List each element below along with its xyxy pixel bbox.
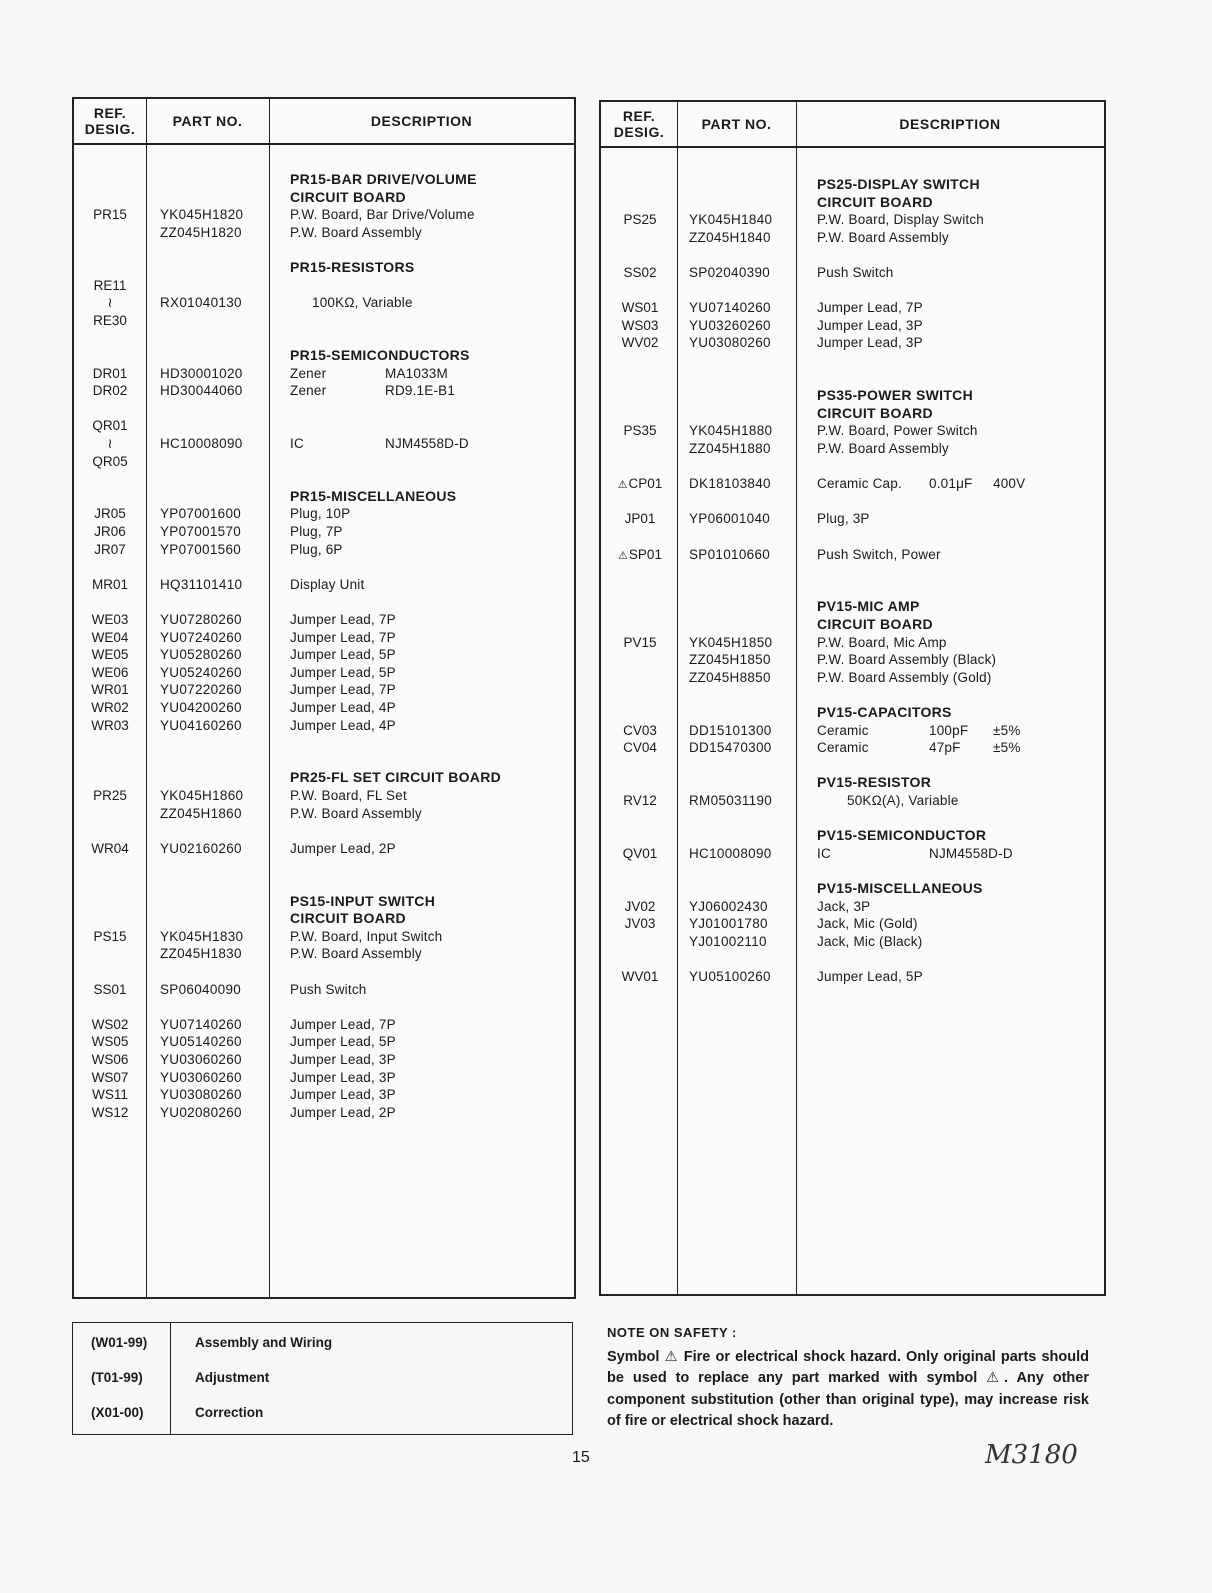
part-number: YK045H1860 [160, 788, 244, 803]
part-number: HQ31101410 [160, 576, 243, 592]
part-number: YK045H1850 [689, 634, 773, 650]
header-ref-line2: DESIG. [84, 121, 136, 137]
ref-desig: WS11 [92, 1087, 128, 1103]
part-description: Plug, 3P [817, 511, 870, 527]
part-description: P.W. Board, Mic Amp [817, 634, 947, 650]
header-description: DESCRIPTION [370, 113, 473, 129]
ref-desig: DR02 [92, 383, 128, 399]
ref-desig: MR01 [91, 576, 128, 592]
part-number: SP02040390 [689, 265, 771, 280]
safety-note-title: NOTE ON SAFETY : [607, 1325, 737, 1340]
ref-desig: RE11 [93, 277, 127, 293]
part-number: YU03080260 [160, 1087, 242, 1103]
revision-legend [72, 1322, 573, 1435]
part-number: SP01010660 [689, 546, 771, 562]
part-number: YU07240260 [160, 629, 242, 645]
part-number: YU02080260 [160, 1104, 242, 1120]
part-description: 50KΩ(A), Variable [847, 793, 959, 808]
ref-desig: SS02 [623, 265, 657, 280]
legend-label: Correction [195, 1405, 264, 1420]
part-number: YU05280260 [160, 647, 242, 663]
part-number: DK18103840 [689, 476, 771, 492]
ref-desig: WR04 [91, 840, 129, 856]
ref-desig: JR06 [94, 524, 126, 539]
part-number: YU07280260 [160, 612, 242, 627]
part-description: Jumper Lead, 4P [290, 717, 396, 733]
section-heading: PS25-DISPLAY SWITCH [817, 176, 980, 192]
part-rating: ±5% [993, 722, 1021, 738]
part-description: Jumper Lead, 7P [290, 1016, 396, 1032]
section-heading: PR15-SEMICONDUCTORS [290, 347, 470, 363]
part-description: Push Switch, Power [817, 546, 941, 562]
part-description: Plug, 7P [290, 524, 343, 539]
part-number: YU07140260 [689, 300, 771, 316]
part-description: P.W. Board Assembly [290, 805, 422, 821]
part-description: Plug, 10P [290, 506, 351, 522]
part-description: Jumper Lead, 3P [817, 335, 923, 351]
ref-desig: ⚠CP01 [617, 476, 663, 492]
header-description: DESCRIPTION [899, 116, 1001, 132]
part-description: P.W. Board Assembly (Black) [817, 652, 997, 668]
section-heading: CIRCUIT BOARD [290, 910, 406, 927]
ref-desig: WE04 [91, 629, 129, 645]
section-heading: PV15-CAPACITORS [817, 704, 952, 720]
section-heading: PR15-BAR DRIVE/VOLUME [290, 171, 477, 187]
header-divider [601, 146, 1104, 148]
part-description: P.W. Board, Power Switch [817, 423, 978, 439]
right-parts-table [599, 100, 1106, 1296]
header-ref-line1: REF. [93, 105, 127, 121]
part-number: YU05100260 [689, 969, 771, 984]
part-spec: 47pF [929, 740, 961, 756]
part-description: Display Unit [290, 576, 365, 592]
left-parts-table [72, 97, 576, 1299]
part-description: Jumper Lead, 7P [290, 629, 396, 645]
part-number: HD30044060 [160, 383, 243, 399]
part-number: YP07001560 [160, 541, 242, 557]
legend-code: (X01-00) [91, 1405, 144, 1420]
section-heading: PS15-INPUT SWITCH [290, 892, 436, 909]
ref-desig: JR05 [94, 506, 126, 522]
ref-desig: SS01 [93, 981, 127, 997]
section-heading: CIRCUIT BOARD [817, 193, 933, 210]
part-description: Jumper Lead, 2P [290, 1104, 396, 1120]
part-number: YP07001570 [160, 524, 242, 539]
part-number: YU05140260 [160, 1034, 242, 1050]
header-part-no: PART NO. [701, 116, 772, 132]
part-rating: 400V [993, 476, 1026, 492]
part-description: Ceramic [817, 722, 869, 738]
part-number: YU05240260 [160, 664, 242, 680]
part-number: YJ01001780 [689, 916, 768, 932]
ref-desig: WS02 [91, 1016, 129, 1032]
part-number: DD15470300 [689, 740, 772, 756]
part-number: YU03060260 [160, 1069, 242, 1085]
part-number: SP06040090 [160, 981, 242, 997]
part-description: Push Switch [817, 265, 894, 280]
part-description: Jumper Lead, 3P [290, 1087, 396, 1103]
part-spec: 0.01μF [929, 476, 973, 492]
part-number: YU04160260 [160, 717, 242, 733]
part-number: ZZ045H1860 [160, 805, 242, 821]
part-number: YP06001040 [689, 511, 771, 527]
ref-desig: WE06 [91, 664, 129, 680]
part-description: Jumper Lead, 7P [290, 612, 396, 627]
part-description: IC [290, 436, 304, 451]
ref-desig: DR01 [92, 365, 128, 381]
part-number: YU07140260 [160, 1016, 242, 1032]
ref-desig: WS06 [91, 1052, 129, 1067]
part-description: P.W. Board Assembly (Gold) [817, 669, 992, 685]
part-number: YJ06002430 [689, 898, 768, 914]
part-number: HD30001020 [160, 365, 243, 381]
column-divider [796, 102, 797, 1294]
column-divider [269, 99, 270, 1297]
part-description: Jumper Lead, 4P [290, 700, 396, 715]
header-part-no: PART NO. [172, 113, 243, 129]
column-divider [146, 99, 147, 1297]
ref-desig: ⚠SP01 [618, 546, 662, 562]
ref-desig: WR03 [91, 717, 129, 733]
part-description: P.W. Board, Display Switch [817, 212, 985, 228]
ref-desig: JP01 [624, 511, 656, 527]
ref-desig: WS01 [621, 300, 659, 316]
ref-desig: WV01 [621, 969, 659, 984]
part-description: Jumper Lead, 5P [290, 647, 396, 663]
warning-triangle-icon: ⚠ [617, 479, 628, 492]
legend-code: (W01-99) [91, 1335, 148, 1350]
ref-desig: WR01 [91, 682, 129, 698]
legend-code: (T01-99) [91, 1370, 143, 1385]
part-number: YU04200260 [160, 700, 242, 715]
part-number: YK045H1820 [160, 207, 244, 223]
safety-note [607, 1322, 1089, 1433]
part-number: YU03260260 [689, 317, 771, 333]
part-number: YK045H1840 [689, 212, 773, 228]
warning-triangle-icon: ⚠ [618, 549, 628, 562]
ref-desig: QR05 [92, 453, 128, 469]
part-number: YU03080260 [689, 335, 771, 351]
header-ref-desig [601, 102, 677, 146]
part-number: RM05031190 [689, 793, 773, 808]
ref-desig: JV02 [624, 898, 656, 914]
ref-desig: JR07 [94, 541, 126, 557]
ref-desig: QR01 [92, 418, 128, 434]
part-description: P.W. Board, FL Set [290, 788, 407, 803]
legend-label: Adjustment [195, 1370, 270, 1385]
part-number: ZZ045H1820 [160, 224, 242, 240]
part-number: YU07220260 [160, 682, 242, 698]
part-number: RX01040130 [160, 295, 242, 311]
section-heading: PV15-MISCELLANEOUS [817, 880, 983, 896]
part-description: Jack, Mic (Gold) [817, 916, 918, 932]
section-heading: PV15-SEMICONDUCTOR [817, 827, 987, 844]
section-heading: PS35-POWER SWITCH [817, 387, 974, 404]
ref-desig: WS07 [91, 1069, 129, 1085]
part-description: Zener [290, 365, 327, 381]
part-number: YU02160260 [160, 840, 242, 856]
part-spec: 100pF [929, 722, 969, 738]
part-description: Zener [290, 383, 327, 399]
safety-note-body: Symbol ⚠ Fire or electrical shock hazard. Only original parts should be used to replace any part marked with symbol ⚠. Any other component substitution (other than original type), may increase risk of fire or electrical shock hazard. [607, 1348, 1089, 1429]
part-number: YU03060260 [160, 1052, 242, 1067]
part-description: Jumper Lead, 2P [290, 840, 396, 856]
section-heading: PR15-RESISTORS [290, 259, 415, 275]
part-spec: NJM4558D-D [385, 436, 469, 451]
ref-desig: QV01 [622, 845, 658, 861]
legend-label: Assembly and Wiring [195, 1335, 333, 1350]
header-ref-line2: DESIG. [613, 124, 665, 140]
section-heading: PR15-MISCELLANEOUS [290, 487, 457, 504]
part-description: Push Switch [290, 981, 367, 997]
part-description: P.W. Board Assembly [817, 229, 949, 245]
part-number: ZZ045H1830 [160, 946, 242, 962]
ref-desig: WR02 [91, 700, 129, 715]
part-number: ZZ045H1840 [689, 229, 771, 245]
part-description: Jack, 3P [817, 898, 871, 914]
part-description: Jumper Lead, 3P [290, 1069, 396, 1085]
ref-desig: PS15 [93, 928, 127, 944]
part-number: ZZ045H8850 [689, 669, 771, 685]
ref-desig: WS05 [91, 1034, 129, 1050]
section-heading: PV15-RESISTOR [817, 774, 932, 791]
part-description: 100KΩ, Variable [312, 295, 413, 311]
ref-desig: PV15 [623, 634, 657, 650]
part-number: ZZ045H1850 [689, 652, 771, 668]
part-description: P.W. Board Assembly [290, 946, 422, 962]
part-spec: RD9.1E-B1 [385, 383, 456, 399]
section-heading: CIRCUIT BOARD [817, 616, 933, 632]
part-description: Plug, 6P [290, 541, 343, 557]
part-number: HC10008090 [160, 436, 243, 451]
handwritten-note: M3180 [985, 1440, 1078, 1470]
ref-desig: WV02 [621, 335, 659, 351]
part-description: P.W. Board, Bar Drive/Volume [290, 207, 475, 223]
part-description: P.W. Board Assembly [817, 441, 949, 456]
part-description: Ceramic Cap. [817, 476, 902, 492]
part-number: YK045H1830 [160, 928, 244, 944]
part-description: Ceramic [817, 740, 869, 756]
part-number: YK045H1880 [689, 423, 773, 439]
part-spec: NJM4558D-D [929, 845, 1013, 861]
ref-desig: WE03 [91, 612, 129, 627]
part-description: Jumper Lead, 7P [817, 300, 923, 316]
ref-desig: PR25 [93, 788, 127, 803]
header-ref-line1: REF. [622, 108, 656, 124]
section-heading: PR25-FL SET CIRCUIT BOARD [290, 769, 502, 786]
legend-divider [170, 1323, 171, 1434]
part-number: YP07001600 [160, 506, 242, 522]
part-number: DD15101300 [689, 722, 772, 738]
part-description: Jumper Lead, 5P [290, 664, 396, 680]
ref-desig: ≀ [107, 436, 113, 451]
ref-desig: ≀ [107, 295, 113, 311]
ref-desig: CV04 [623, 740, 657, 756]
part-number: ZZ045H1880 [689, 441, 771, 456]
ref-desig: PS25 [623, 212, 657, 228]
part-description: Jack, Mic (Black) [817, 933, 923, 949]
part-spec: MA1033M [385, 365, 448, 381]
ref-desig: CV03 [623, 722, 657, 738]
ref-desig: WS03 [621, 317, 659, 333]
ref-desig: RE30 [93, 312, 127, 328]
ref-desig: PR15 [93, 207, 127, 223]
part-description: P.W. Board, Input Switch [290, 928, 443, 944]
section-heading: CIRCUIT BOARD [817, 404, 933, 421]
ref-desig: RV12 [623, 793, 657, 808]
ref-desig: JV03 [624, 916, 656, 932]
part-number: YJ01002110 [689, 933, 767, 949]
part-description: Jumper Lead, 3P [817, 317, 923, 333]
part-description: Jumper Lead, 5P [817, 969, 923, 984]
header-divider [74, 143, 574, 145]
ref-desig: WE05 [91, 647, 129, 663]
part-description: P.W. Board Assembly [290, 224, 422, 240]
header-ref-desig [74, 99, 146, 143]
part-description: IC [817, 845, 831, 861]
part-rating: ±5% [993, 740, 1021, 756]
part-description: Jumper Lead, 7P [290, 682, 396, 698]
part-description: Jumper Lead, 5P [290, 1034, 396, 1050]
ref-desig: PS35 [623, 423, 657, 439]
section-heading: CIRCUIT BOARD [290, 188, 406, 205]
part-description: Jumper Lead, 3P [290, 1052, 396, 1067]
ref-desig: WS12 [91, 1104, 129, 1120]
page-number: 15 [572, 1449, 590, 1466]
section-heading: PV15-MIC AMP [817, 598, 920, 615]
part-number: HC10008090 [689, 845, 772, 861]
